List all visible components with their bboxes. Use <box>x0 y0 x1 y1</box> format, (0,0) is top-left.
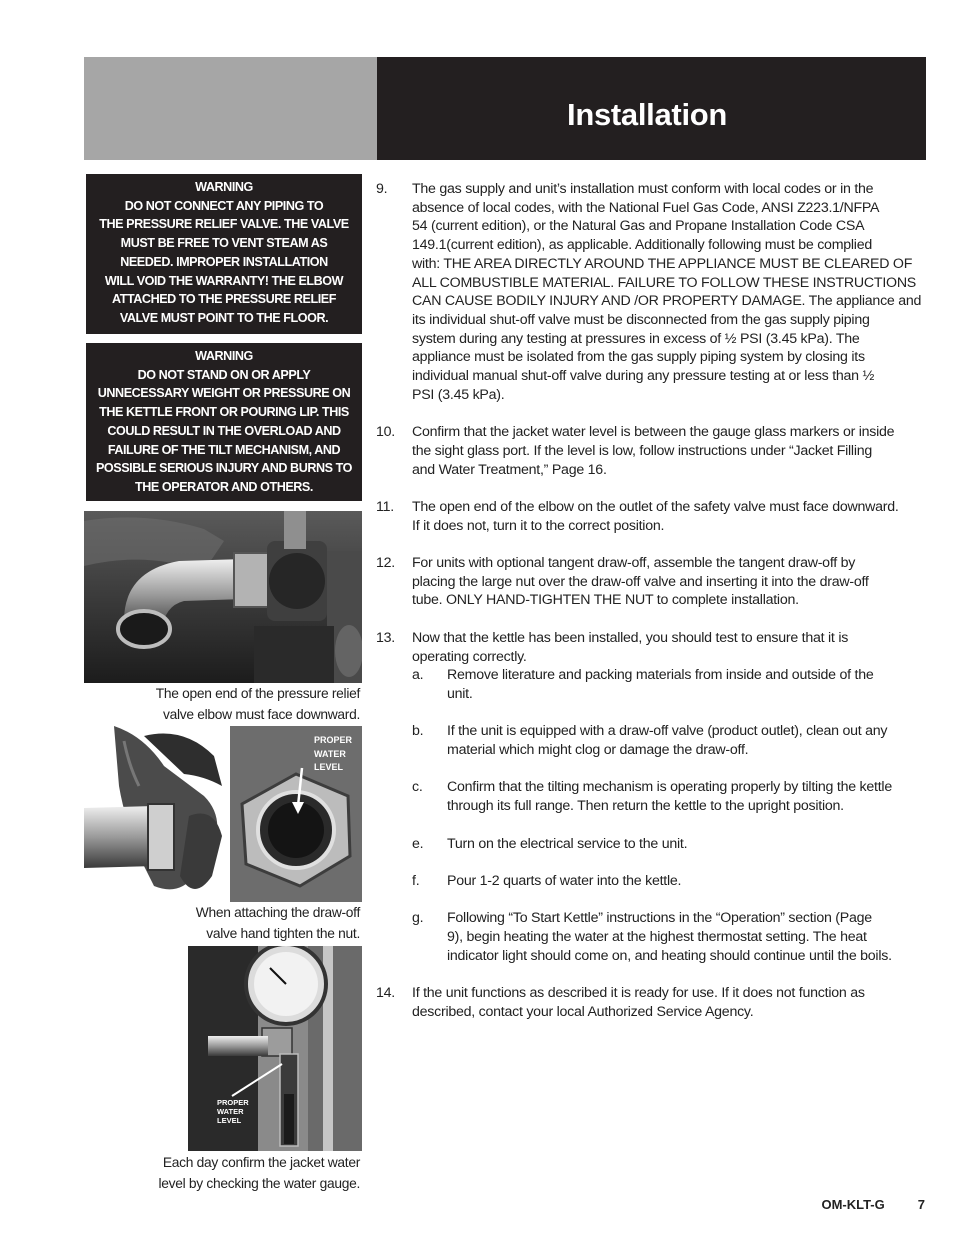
substep-line: Following “To Start Kettle” instructions in the “Operation” section (Page <box>447 910 872 927</box>
sight-glass-photo <box>230 726 362 902</box>
page-title: Installation <box>567 97 728 132</box>
caption-line: When attaching the draw-off <box>195 905 360 920</box>
step-line: 149.1(current edition), as applicable. Additionally following must be complied <box>412 237 872 254</box>
step-line: placing the large nut over the draw-off valve and inserting it into the draw-off <box>412 573 869 590</box>
step-line: Now that the kettle has been installed, you should test to ensure that it is <box>412 629 849 646</box>
step-number: 11. <box>376 498 394 515</box>
step-line: For units with optional tangent draw-off, assemble the tangent draw-off by <box>412 555 856 572</box>
warning-line: DO NOT CONNECT ANY PIPING TO <box>124 198 324 213</box>
substep-item <box>412 835 928 854</box>
installation-steps <box>376 180 928 1021</box>
sight-glass-label <box>314 734 352 775</box>
step-line: If it does not, turn it to the correct position. <box>412 517 665 534</box>
substep-item <box>412 872 928 891</box>
step-item <box>376 629 928 966</box>
step-item <box>376 423 928 479</box>
label-line: WATER <box>217 1107 244 1116</box>
label-line: PROPER <box>314 735 353 745</box>
warning-line: THE PRESSURE RELIEF VALVE. THE VALVE <box>99 217 349 232</box>
substep-line: unit. <box>447 685 473 702</box>
drawoff-caption <box>196 902 360 944</box>
caption-line: level by checking the water gauge. <box>158 1176 360 1191</box>
warning-line: FAILURE OF THE TILT MECHANISM, AND <box>107 442 341 457</box>
substep-item <box>412 722 928 759</box>
substep-line: Pour 1-2 quarts of water into the kettle. <box>447 872 682 889</box>
warning-line: WILL VOID THE WARRANTY! THE ELBOW <box>104 273 344 288</box>
drawoff-hand-illustration <box>84 726 226 902</box>
step-line: absence of local codes, with the National Fuel Gas Code, ANSI Z223.1/NFPA <box>412 199 880 216</box>
step-line: If the unit functions as described it is ready for use. If it does not function as <box>412 985 865 1002</box>
step-item <box>376 180 928 404</box>
substep-item <box>412 666 928 703</box>
caption-line: Each day confirm the jacket water <box>162 1155 360 1170</box>
warning-line: NEEDED. IMPROPER INSTALLATION <box>120 254 328 269</box>
header-gray-panel <box>84 57 377 160</box>
step-line: and Water Treatment,” Page 16. <box>412 461 607 478</box>
step-item <box>376 498 928 535</box>
step-line: with: THE AREA DIRECTLY AROUND THE APPLIANCE MUST BE CLEARED OF <box>412 255 913 272</box>
document-code: OM-KLT-G <box>821 1197 885 1212</box>
substep-line: material which might clog or damage the draw-off. <box>447 742 749 759</box>
substep-line: Confirm that the tilting mechanism is operating properly by tilting the kettle <box>447 779 892 796</box>
substep-line: Remove literature and packing materials from inside and outside of the <box>447 667 874 684</box>
step-number: 10. <box>376 424 395 441</box>
warning-line: ATTACHED TO THE PRESSURE RELIEF <box>112 292 336 307</box>
water-gauge-caption <box>159 1152 360 1194</box>
step-line: its individual shut-off valve must be disconnected from the gas supply piping <box>412 311 870 328</box>
substep-letter: f. <box>412 872 420 889</box>
water-gauge-illustration <box>188 946 362 1151</box>
label-line: WATER <box>314 748 346 759</box>
warning-line: WARNING <box>195 349 253 363</box>
caption-line: The open end of the pressure relief <box>155 686 360 701</box>
water-gauge-photo <box>188 946 362 1151</box>
substep-item <box>412 778 928 815</box>
substep-line: If the unit is equipped with a draw-off valve (product outlet), clean out any <box>447 723 888 740</box>
warning-box-piping <box>86 174 362 334</box>
warning-line: UNNECESSARY WEIGHT OR PRESSURE ON <box>97 386 351 401</box>
substep-item <box>412 909 928 965</box>
step-line: individual manual shut-off valve during any pressure testing at or less than ½ <box>412 368 875 385</box>
step-line: Confirm that the jacket water level is between the gauge glass markers or inside <box>412 424 895 441</box>
warning-line: POSSIBLE SERIOUS INJURY AND BURNS TO <box>95 461 352 476</box>
elbow-photo <box>84 511 362 683</box>
substep-line: indicator light should come on, and heating should continue until the boils. <box>447 947 892 964</box>
warning-line: VALVE MUST POINT TO THE FLOOR. <box>119 310 329 325</box>
substep-line: through its full range. Then return the kettle to the upright position. <box>447 798 844 815</box>
substep-line: Turn on the electrical service to the unit. <box>447 835 688 852</box>
step-item <box>376 984 928 1021</box>
label-line: LEVEL <box>314 762 344 772</box>
caption-line: valve elbow must face downward. <box>163 707 360 722</box>
step-line: the sight glass port. If the level is low, follow instructions under “Jacket Filling <box>412 442 873 459</box>
step-line: ALL COMBUSTIBLE MATERIAL. FAILURE TO FOLLOW THESE INSTRUCTIONS <box>412 274 917 291</box>
substep-letter: a. <box>412 667 424 684</box>
substep-letter: g. <box>412 910 424 927</box>
step-number: 9. <box>376 181 388 197</box>
step-line: operating correctly. <box>412 648 527 665</box>
step-item <box>376 554 928 610</box>
step-line: tube. ONLY HAND-TIGHTEN THE NUT to complete installation. <box>412 592 799 609</box>
substep-letter: c. <box>412 779 423 796</box>
step-number: 13. <box>376 629 395 646</box>
warning-line: THE OPERATOR AND OTHERS. <box>135 479 313 494</box>
warning-box-stand <box>86 343 362 501</box>
warning-line: WARNING <box>195 180 253 194</box>
warning-line: THE KETTLE FRONT OR POURING LIP. THIS <box>99 405 349 420</box>
drawoff-hand-photo <box>84 726 226 902</box>
step-line: The open end of the elbow on the outlet of the safety valve must face downward. <box>412 498 899 515</box>
warning-line: MUST BE FREE TO VENT STEAM AS <box>120 236 328 251</box>
label-line: LEVEL <box>217 1116 242 1125</box>
caption-line: valve hand tighten the nut. <box>206 926 360 941</box>
gauge-label <box>217 1098 249 1125</box>
page-number: 7 <box>917 1197 925 1212</box>
elbow-photo-illustration <box>84 511 362 683</box>
warning-line: DO NOT STAND ON OR APPLY <box>137 367 311 382</box>
label-line: PROPER <box>217 1098 249 1107</box>
step-line: CAN CAUSE BODILY INJURY AND /OR PROPERTY DAMAGE. The appliance and <box>412 293 922 310</box>
step-line: 54 (current edition), or the Natural Gas and Propane Installation Code CSA <box>412 218 865 235</box>
step-line: described, contact your local Authorized Service Agency. <box>412 1003 754 1020</box>
substep-line: 9), begin heating the water at the highest thermostat setting. The heat <box>447 928 867 945</box>
substep-letter: b. <box>412 723 424 740</box>
step-number: 12. <box>376 555 395 572</box>
step-number: 14. <box>376 985 395 1002</box>
step-line: appliance must be isolated from the gas supply piping system by closing its <box>412 349 865 366</box>
page-footer <box>821 1197 925 1212</box>
warning-line: COULD RESULT IN THE OVERLOAD AND <box>107 423 341 438</box>
step-line: The gas supply and unit’s installation must conform with local codes or in the <box>412 181 874 197</box>
substep-letter: e. <box>412 835 424 852</box>
step-line: system during any testing at pressures in excess of ½ PSI (3.45 kPa). The <box>412 330 860 347</box>
header-dark-panel <box>377 57 926 160</box>
elbow-photo-caption <box>156 683 360 725</box>
step-line: PSI (3.45 kPa). <box>412 386 505 403</box>
